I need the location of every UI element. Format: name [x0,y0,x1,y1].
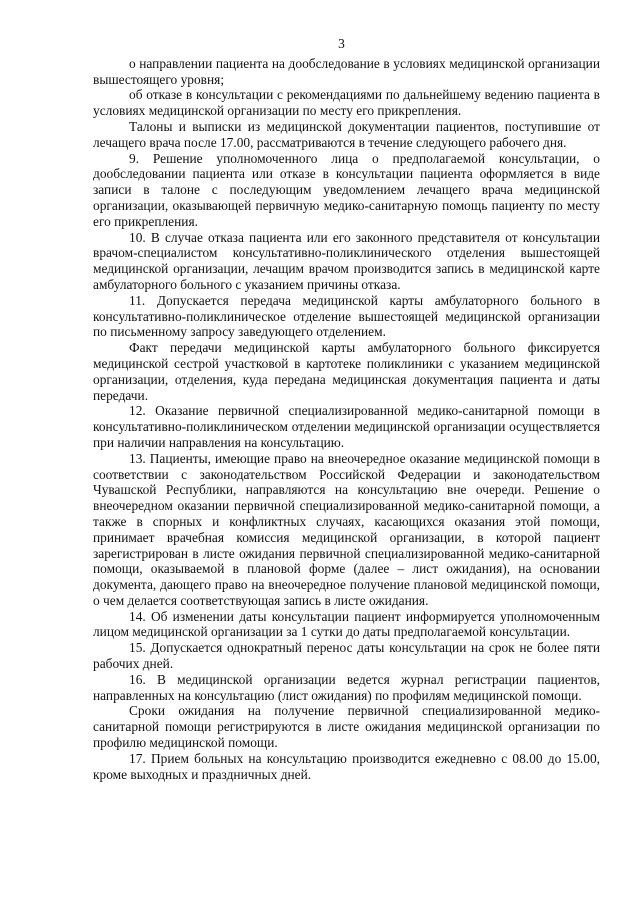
document-body [93,56,600,783]
paragraph-consultation-refusal: об отказе в консультации с рекомендациями по дальнейшему ведению пациента в условиях медицинской организации по месту его прикрепления. [93,87,600,119]
paragraph-waiting-times: Сроки ожидания на получение первичной специализированной медико-санитарной помощи регистрируются в листе ожидания медицинской организации по профилю медицинской помощи. [93,703,600,751]
paragraph-item-14: 14. Об изменении даты консультации пациент информируется уполномоченным лицом медицинской организации за 1 сутки до даты предполагаемой консультации. [93,608,600,640]
paragraph-card-transfer: Факт передачи медицинской карты амбулаторного больного фиксируется медицинской сестрой участковой в картотеке поликлиники с указанием медицинской организации, отделения, куда передана медицинская документация пациента и даты передачи. [93,340,600,403]
paragraph-item-9: 9. Решение уполномоченного лица о предполагаемой консультации, о дообследовании пациента или отказе в консультации пациента оформляется в виде записи в талоне с последующим уведомлением лечащего врача медицинской организации, оказывающей первичную медико-санитарную помощь пациенту по месту его прикрепления. [93,150,600,229]
page-number: 3 [338,36,345,51]
paragraph-item-16: 16. В медицинской организации ведется журнал регистрации пациентов, направленных на консультацию (лист ожидания) по профилям медицинской помощи. [93,671,600,703]
paragraph-item-17: 17. Прием больных на консультацию производится ежедневно с 08.00 до 15.00, кроме выходных и праздничных дней. [93,750,600,782]
paragraph-item-10: 10. В случае отказа пациента или его законного представителя от консультации врачом-специалистом консультативно-поликлинического отделения вышестоящей медицинской организации, лечащим врачом производится запись в медицинской карте амбулаторного больного с указанием причины отказа. [93,229,600,292]
paragraph-item-11: 11. Допускается передача медицинской карты амбулаторного больного в консультативно-поликлиническое отделение вышестоящей медицинской организации по письменному запросу заведующего отделением. [93,292,600,340]
paragraph-referral-reexamination: о направлении пациента на дообследование в условиях медицинской организации вышестоящего уровня; [93,55,600,87]
paragraph-coupons-after-17: Талоны и выписки из медицинской документации пациентов, поступившие от лечащего врача после 17.00, рассматриваются в течение следующего рабочего дня. [93,118,600,150]
paragraph-item-13: 13. Пациенты, имеющие право на внеочередное оказание медицинской помощи в соответствии с законодательством Российской Федерации и законодательством Чувашской Республики, направляются на консультацию вне очереди. Решение о внеочередном оказании первичной специализированной медико-санитарной помощи, а также в спорных и конфликтных случаях, касающихся оказания этой помощи, принимает врачебная комиссия медицинской организации, в которой пациент зарегистрирован в листе ожидания первичной специализированной медико-санитарной помощи, оказываемой в плановой форме (далее – лист ожидания), на основании документа, дающего право на внеочередное получение плановой медицинской помощи, о чем делается соответствующая запись в листе ожидания. [93,450,600,608]
paragraph-item-15: 15. Допускается однократный перенос даты консультации на срок не более пяти рабочих дней. [93,640,600,672]
paragraph-item-12: 12. Оказание первичной специализированной медико-санитарной помощи в консультативно-поликлиническом отделении медицинской организации осуществляется при наличии направления на консультацию. [93,403,600,450]
